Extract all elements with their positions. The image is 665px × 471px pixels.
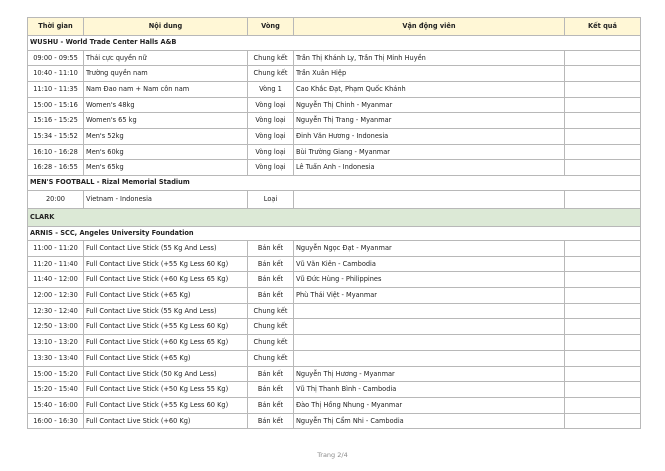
result-cell [565, 303, 641, 319]
table-row [28, 288, 641, 304]
athletes-cell: Nguyễn Thị Hương - Myanmar [294, 366, 565, 382]
result-cell [565, 397, 641, 413]
athletes-cell: Vũ Đức Hùng - Philippines [294, 272, 565, 288]
event-cell: Full Contact Live Stick (+60 Kg Less 65 Kg) [84, 272, 248, 288]
schedule-body [28, 36, 641, 429]
time-cell: 12:30 - 12:40 [28, 303, 84, 319]
result-cell [565, 113, 641, 129]
athletes-cell: Đinh Văn Hương - Indonesia [294, 128, 565, 144]
result-cell [565, 319, 641, 335]
event-cell: Women's 65 kg [84, 113, 248, 129]
athletes-cell [294, 350, 565, 366]
athletes-cell: Phù Thái Việt - Myanmar [294, 288, 565, 304]
header-row [28, 18, 641, 36]
time-cell: 11:10 - 11:35 [28, 81, 84, 97]
athletes-cell: Đào Thị Hồng Nhung - Myanmar [294, 397, 565, 413]
event-cell: Full Contact Live Stick (+65 Kg) [84, 288, 248, 304]
round-cell: Bán kết [248, 366, 294, 382]
result-cell [565, 256, 641, 272]
table-row [28, 113, 641, 129]
header-time: Thời gian [28, 18, 84, 36]
round-cell: Bán kết [248, 241, 294, 257]
event-cell: Full Contact Live Stick (55 Kg And Less) [84, 241, 248, 257]
time-cell: 13:10 - 13:20 [28, 335, 84, 351]
time-cell: 16:10 - 16:28 [28, 144, 84, 160]
schedule-table [27, 17, 641, 429]
table-row [28, 81, 641, 97]
time-cell: 15:20 - 15:40 [28, 382, 84, 398]
table-row [28, 256, 641, 272]
athletes-cell [294, 190, 565, 208]
table-row [28, 97, 641, 113]
athletes-cell [294, 335, 565, 351]
section-title: MEN'S FOOTBALL - Rizal Memorial Stadium [28, 176, 641, 191]
round-cell: Chung kết [248, 66, 294, 82]
event-cell: Full Contact Live Stick (+60 Kg) [84, 413, 248, 429]
table-row [28, 319, 641, 335]
round-cell: Vòng loại [248, 128, 294, 144]
result-cell [565, 81, 641, 97]
result-cell [565, 97, 641, 113]
round-cell: Vòng loại [248, 144, 294, 160]
table-row [28, 190, 641, 208]
time-cell: 15:40 - 16:00 [28, 397, 84, 413]
time-cell: 16:28 - 16:55 [28, 160, 84, 176]
result-cell [565, 366, 641, 382]
athletes-cell: Cao Khắc Đạt, Phạm Quốc Khánh [294, 81, 565, 97]
athletes-cell: Trần Thị Khánh Ly, Trần Thị Minh Huyền [294, 50, 565, 66]
table-row [28, 50, 641, 66]
round-cell: Chung kết [248, 335, 294, 351]
time-cell: 11:00 - 11:20 [28, 241, 84, 257]
athletes-cell [294, 303, 565, 319]
table-row [28, 128, 641, 144]
athletes-cell [294, 319, 565, 335]
athletes-cell: Lê Tuấn Anh - Indonesia [294, 160, 565, 176]
event-cell: Full Contact Live Stick (+55 Kg Less 60 Kg) [84, 319, 248, 335]
result-cell [565, 144, 641, 160]
athletes-cell: Nguyễn Thị Chinh - Myanmar [294, 97, 565, 113]
round-cell: Vòng loại [248, 97, 294, 113]
round-cell: Vòng loại [248, 160, 294, 176]
table-row [28, 66, 641, 82]
table-row [28, 350, 641, 366]
header-result: Kết quả [565, 18, 641, 36]
time-cell: 20:00 [28, 190, 84, 208]
round-cell: Chung kết [248, 50, 294, 66]
section-title: ARNIS - SCC, Angeles University Foundation [28, 226, 641, 241]
result-cell [565, 413, 641, 429]
round-cell: Vòng loại [248, 113, 294, 129]
result-cell [565, 160, 641, 176]
time-cell: 16:00 - 16:30 [28, 413, 84, 429]
round-cell: Chung kết [248, 319, 294, 335]
table-row [28, 335, 641, 351]
time-cell: 10:40 - 11:10 [28, 66, 84, 82]
event-cell: Trường quyền nam [84, 66, 248, 82]
section-row [28, 36, 641, 51]
result-cell [565, 241, 641, 257]
event-cell: Full Contact Live Stick (50 Kg And Less) [84, 366, 248, 382]
athletes-cell: Bùi Trường Giang - Myanmar [294, 144, 565, 160]
event-cell: Men's 60kg [84, 144, 248, 160]
round-cell: Chung kết [248, 350, 294, 366]
round-cell: Bán kết [248, 288, 294, 304]
event-cell: Full Contact Live Stick (+60 Kg Less 65 Kg) [84, 335, 248, 351]
table-row [28, 272, 641, 288]
header-athletes: Vận động viên [294, 18, 565, 36]
round-cell: Bán kết [248, 382, 294, 398]
round-cell: Vòng 1 [248, 81, 294, 97]
event-cell: Full Contact Live Stick (+55 Kg Less 60 Kg) [84, 256, 248, 272]
athletes-cell: Vũ Thị Thanh Bình - Cambodia [294, 382, 565, 398]
result-cell [565, 288, 641, 304]
page-number: Trang 2/4 [317, 451, 348, 459]
table-row [28, 366, 641, 382]
section-row [28, 226, 641, 241]
time-cell: 13:30 - 13:40 [28, 350, 84, 366]
time-cell: 11:40 - 12:00 [28, 272, 84, 288]
time-cell: 12:50 - 13:00 [28, 319, 84, 335]
result-cell [565, 66, 641, 82]
section-title: WUSHU - World Trade Center Halls A&B [28, 36, 641, 51]
section-row [28, 176, 641, 191]
result-cell [565, 128, 641, 144]
event-cell: Thái cực quyền nữ [84, 50, 248, 66]
event-cell: Full Contact Live Stick (+55 Kg Less 60 Kg) [84, 397, 248, 413]
time-cell: 15:00 - 15:16 [28, 97, 84, 113]
table-row [28, 241, 641, 257]
time-cell: 15:16 - 15:25 [28, 113, 84, 129]
result-cell [565, 272, 641, 288]
result-cell [565, 50, 641, 66]
result-cell [565, 382, 641, 398]
event-cell: Women's 48kg [84, 97, 248, 113]
athletes-cell: Nguyễn Ngọc Đạt - Myanmar [294, 241, 565, 257]
table-row [28, 144, 641, 160]
athletes-cell: Nguyễn Thị Trang - Myanmar [294, 113, 565, 129]
result-cell [565, 335, 641, 351]
time-cell: 12:00 - 12:30 [28, 288, 84, 304]
table-row [28, 413, 641, 429]
event-cell: Full Contact Live Stick (55 Kg And Less) [84, 303, 248, 319]
time-cell: 15:00 - 15:20 [28, 366, 84, 382]
round-cell: Bán kết [248, 397, 294, 413]
event-cell: Men's 65kg [84, 160, 248, 176]
time-cell: 15:34 - 15:52 [28, 128, 84, 144]
event-cell: Nam Đao nam + Nam côn nam [84, 81, 248, 97]
result-cell [565, 190, 641, 208]
header-content: Nội dung [84, 18, 248, 36]
event-cell: Full Contact Live Stick (+50 Kg Less 55 Kg) [84, 382, 248, 398]
athletes-cell: Trần Xuân Hiệp [294, 66, 565, 82]
table-row [28, 397, 641, 413]
round-cell: Bán kết [248, 413, 294, 429]
header-round: Vòng [248, 18, 294, 36]
table-row [28, 382, 641, 398]
table-row [28, 160, 641, 176]
table-row [28, 303, 641, 319]
event-cell: Men's 52kg [84, 128, 248, 144]
round-cell: Bán kết [248, 256, 294, 272]
time-cell: 09:00 - 09:55 [28, 50, 84, 66]
result-cell [565, 350, 641, 366]
section-title: CLARK [28, 208, 641, 226]
section-row [28, 208, 641, 226]
event-cell: Full Contact Live Stick (+65 Kg) [84, 350, 248, 366]
event-cell: Vietnam - Indonesia [84, 190, 248, 208]
athletes-cell: Vũ Văn Kiên - Cambodia [294, 256, 565, 272]
round-cell: Chung kết [248, 303, 294, 319]
athletes-cell: Nguyễn Thị Cẩm Nhi - Cambodia [294, 413, 565, 429]
round-cell: Loại [248, 190, 294, 208]
time-cell: 11:20 - 11:40 [28, 256, 84, 272]
round-cell: Bán kết [248, 272, 294, 288]
